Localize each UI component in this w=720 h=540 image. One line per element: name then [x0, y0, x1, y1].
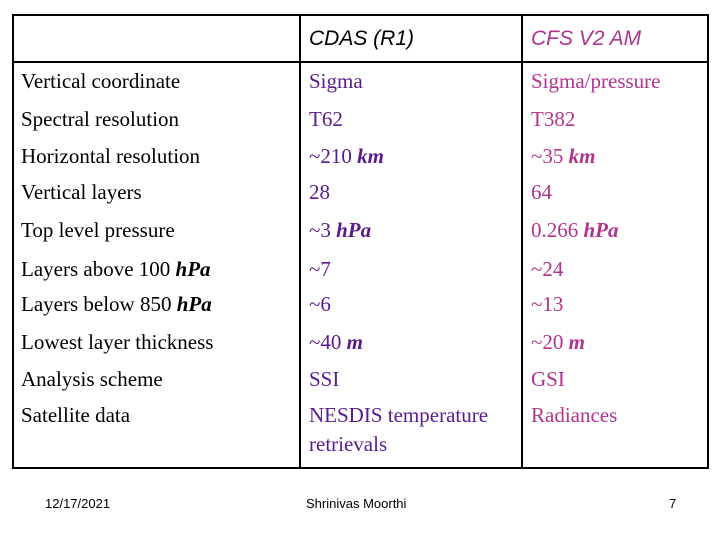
- comparison-table: [12, 14, 709, 469]
- cdas-value: ~6: [309, 292, 331, 316]
- header-divider: [14, 61, 707, 63]
- cdas-value: ~7: [309, 257, 331, 281]
- row-label: Layers below 850 hPa: [21, 292, 212, 316]
- cdas-value: T62: [309, 107, 343, 131]
- cfs-value: GSI: [531, 367, 565, 391]
- cfs-value: ~24: [531, 257, 564, 281]
- cfs-value: ~20 m: [531, 330, 585, 354]
- row-label: Lowest layer thickness: [21, 330, 214, 354]
- cdas-value: NESDIS temperature retrievals: [309, 403, 489, 456]
- header-cfs: CFS V2 AM: [531, 27, 642, 50]
- row-label: Analysis scheme: [21, 367, 163, 391]
- row-label: Layers above 100 hPa: [21, 257, 211, 281]
- row-label: Vertical coordinate: [21, 69, 181, 93]
- cfs-value: T382: [531, 107, 576, 131]
- cfs-value: Radiances: [531, 403, 618, 427]
- row-label: Satellite data: [21, 403, 131, 427]
- cfs-value: Sigma/pressure: [531, 69, 661, 93]
- row-label: Top level pressure: [21, 218, 175, 242]
- cfs-value: 0.266 hPa: [531, 218, 619, 242]
- cdas-value: ~210 km: [309, 144, 384, 168]
- cdas-value: 28: [309, 180, 330, 204]
- row-label: Horizontal resolution: [21, 144, 201, 168]
- cdas-value: Sigma: [309, 69, 363, 93]
- row-label: Vertical layers: [21, 180, 142, 204]
- column-divider: [299, 16, 301, 467]
- cfs-value: 64: [531, 180, 552, 204]
- cfs-value: ~13: [531, 292, 564, 316]
- column-divider: [521, 16, 523, 467]
- cdas-value: SSI: [309, 367, 340, 391]
- footer-author: Shrinivas Moorthi: [306, 496, 407, 511]
- header-cdas: CDAS (R1): [309, 27, 415, 50]
- row-label: Spectral resolution: [21, 107, 180, 131]
- footer-date: 12/17/2021: [45, 496, 111, 511]
- cfs-value: ~35 km: [531, 144, 596, 168]
- cdas-value: ~3 hPa: [309, 218, 372, 242]
- cdas-value: ~40 m: [309, 330, 363, 354]
- footer-page-number: 7: [669, 496, 677, 511]
